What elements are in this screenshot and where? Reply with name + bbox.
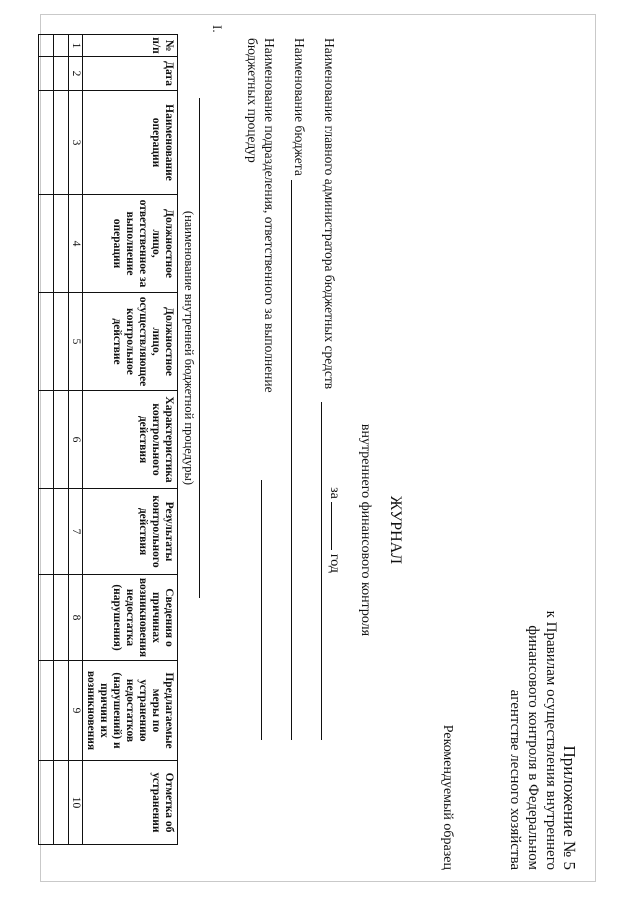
table-cell <box>39 761 54 845</box>
table-cell <box>54 489 69 575</box>
col-number: 6 <box>69 391 83 489</box>
table-row <box>39 35 54 845</box>
field-budget <box>291 38 308 176</box>
appendix-block <box>506 490 578 870</box>
col-header-causes: Сведения о причинах возникновения недостатка (нарушения) <box>83 575 178 661</box>
field-budget-label: Наименование бюджета <box>292 38 307 176</box>
col-header-mark: Отметка об устранении <box>83 761 178 845</box>
col-number: 2 <box>69 57 83 91</box>
journal-title: ЖУРНАЛ <box>387 495 404 565</box>
table-cell <box>39 575 54 661</box>
table-header-row <box>83 35 178 845</box>
col-header-operation: Наименование операции <box>83 91 178 195</box>
field-admin <box>321 38 338 389</box>
col-number: 10 <box>69 761 83 845</box>
table-number-row <box>69 35 83 845</box>
field-division-label-2: бюджетных процедур <box>245 38 260 163</box>
table-cell <box>54 195 69 293</box>
procedure-line <box>199 98 200 598</box>
field-division <box>244 38 278 393</box>
field-admin-label: Наименование главного администратора бюджетных средств <box>322 38 337 390</box>
section-number: I. <box>210 25 225 33</box>
col-number: 5 <box>69 293 83 391</box>
field-budget-line <box>291 180 308 740</box>
col-number: 9 <box>69 661 83 761</box>
appendix-line-1: к Правилам осуществления внутреннего <box>543 610 559 870</box>
table-cell <box>39 293 54 391</box>
journal-table <box>38 34 178 845</box>
field-admin-line <box>321 402 338 740</box>
table-cell <box>54 293 69 391</box>
col-header-responsible: Должностное лицо, ответственное за выполнение операции <box>83 195 178 293</box>
col-number: 1 <box>69 35 83 57</box>
col-header-date: Дата <box>83 57 178 91</box>
col-number: 7 <box>69 489 83 575</box>
table-cell <box>54 35 69 57</box>
col-header-num: № п/п <box>83 35 178 57</box>
col-header-measures: Предлагаемые меры по устранению недостатков (нарушений) и причин их возникновения <box>83 661 178 761</box>
table-cell <box>54 391 69 489</box>
col-number: 4 <box>69 195 83 293</box>
table-row <box>54 35 69 845</box>
col-number: 8 <box>69 575 83 661</box>
table-cell <box>39 195 54 293</box>
journal-subtitle: внутреннего финансового контроля <box>358 423 373 637</box>
period-god: год <box>327 553 342 573</box>
table-cell <box>54 57 69 91</box>
table-cell <box>54 575 69 661</box>
col-header-characteristic: Характеристика контрольного действия <box>83 391 178 489</box>
table-cell <box>54 661 69 761</box>
appendix-line-3: агентстве лесного хозяйства <box>507 689 523 870</box>
period-za: за <box>327 487 342 499</box>
table-cell <box>39 35 54 57</box>
col-header-results: Результаты контрольного действия <box>83 489 178 575</box>
field-division-label-1: Наименование подразделения, ответственного за выполнение <box>262 38 277 393</box>
table-cell <box>39 91 54 195</box>
appendix-line-2: финансового контроля в Федеральном <box>525 625 541 870</box>
table-cell <box>39 489 54 575</box>
appendix-number: Приложение № 5 <box>560 745 579 870</box>
table-cell <box>39 57 54 91</box>
table-cell <box>54 91 69 195</box>
recommended-sample: Рекомендуемый образец <box>440 724 455 870</box>
procedure-caption: (наименование внутренней бюджетной процедуры) <box>182 210 196 486</box>
col-number: 3 <box>69 91 83 195</box>
rotated-document <box>40 10 600 890</box>
col-header-controller: Должностное лицо, осуществляющее контрольное действие <box>83 293 178 391</box>
table-cell <box>39 661 54 761</box>
table-cell <box>39 391 54 489</box>
table-cell <box>54 761 69 845</box>
field-division-line <box>261 480 278 740</box>
